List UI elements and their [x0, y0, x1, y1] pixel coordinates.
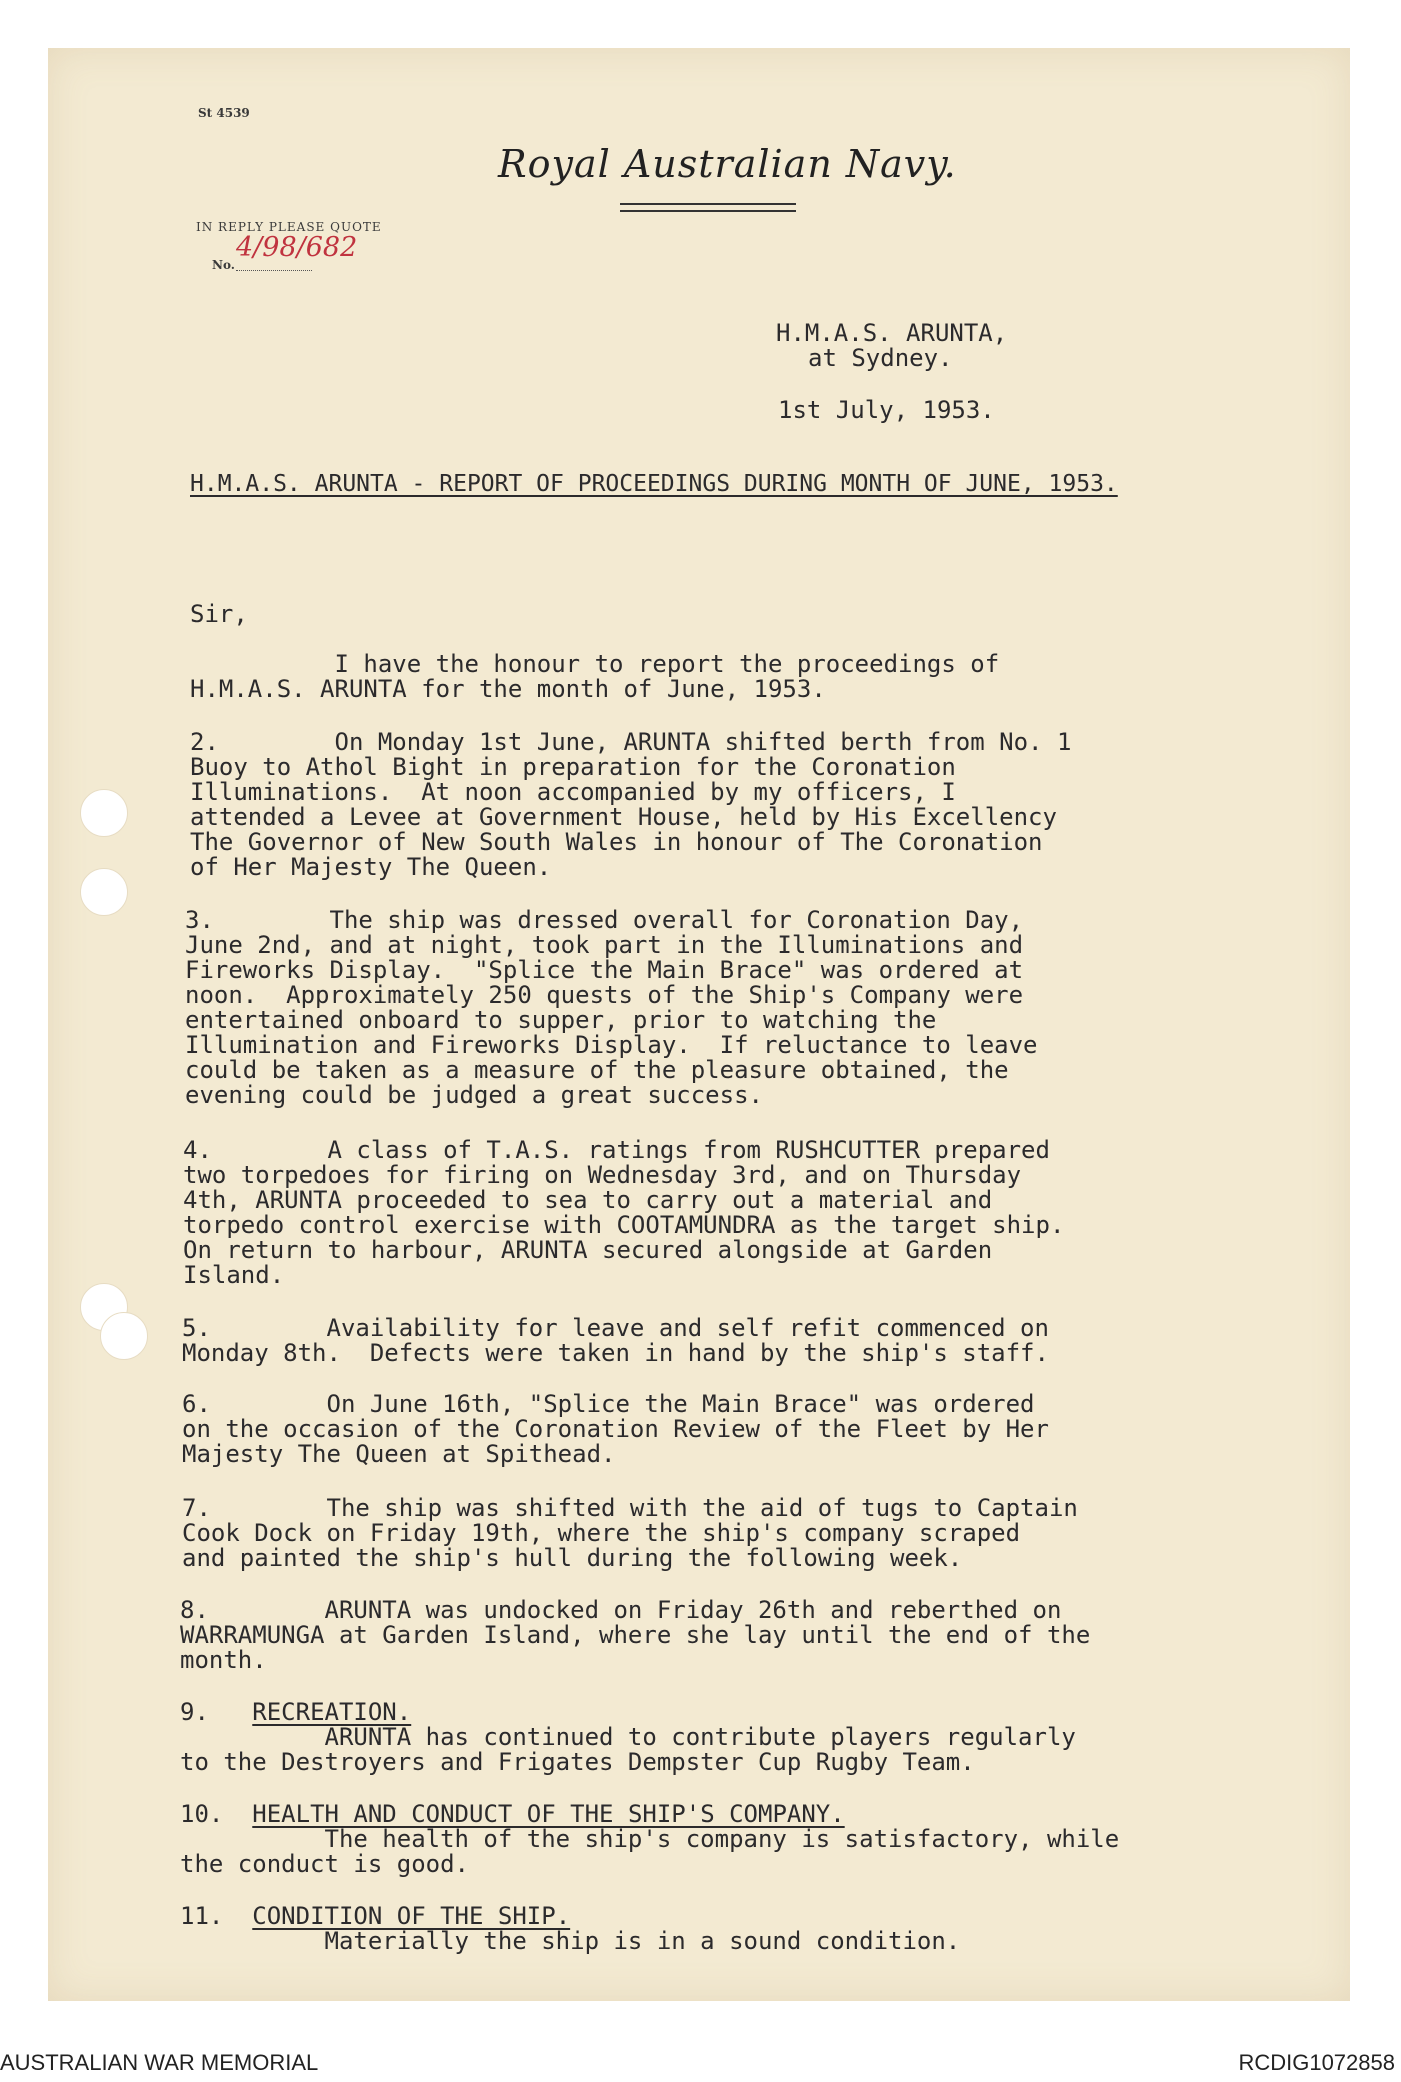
paragraph-line: 4. A class of T.A.S. ratings from RUSHCUTTER prepared [183, 1136, 1050, 1164]
ship-address-line-2: at Sydney. [808, 344, 953, 372]
paragraph-1 [190, 652, 999, 702]
subject-line: H.M.A.S. ARUNTA - REPORT OF PROCEEDINGS DURING MONTH OF JUNE, 1953. [190, 471, 1118, 497]
section-heading-row [180, 1700, 1076, 1725]
paragraph-8 [180, 1598, 1090, 1673]
letterhead-rule [620, 210, 796, 212]
paragraph-line: Materially the ship is in a sound condition. [180, 1927, 961, 1955]
salutation: Sir, [190, 600, 248, 628]
paragraph-line: to the Destroyers and Frigates Dempster Cup Rugby Team. [180, 1748, 975, 1776]
paragraph-line: On return to harbour, ARUNTA secured alongside at Garden [183, 1236, 993, 1264]
punch-hole [100, 1312, 148, 1360]
section-number: 10. [180, 1800, 224, 1828]
punch-hole [80, 868, 128, 916]
paragraph-line: 5. Availability for leave and self refit commenced on [182, 1314, 1049, 1342]
paragraph-line: H.M.A.S. ARUNTA for the month of June, 1953. [190, 675, 826, 703]
paragraph-line: I have the honour to report the proceedings of [190, 650, 1000, 678]
letterhead-rule [620, 203, 796, 205]
punch-hole [80, 789, 128, 837]
paragraph-line: Monday 8th. Defects were taken in hand by the ship's staff. [182, 1339, 1049, 1367]
ship-address-line-1: H.M.A.S. ARUNTA, [776, 319, 1008, 347]
paragraph-line: 8. ARUNTA was undocked on Friday 26th and reberthed on [180, 1596, 1062, 1624]
paragraph-line: 4th, ARUNTA proceeded to sea to carry out a material and [183, 1186, 993, 1214]
paragraph-line: 2. On Monday 1st June, ARUNTA shifted berth from No. 1 [190, 728, 1072, 756]
paragraph-line: Majesty The Queen at Spithead. [182, 1440, 616, 1468]
paragraph-line: two torpedoes for firing on Wednesday 3rd, and on Thursday [183, 1161, 1022, 1189]
paragraph-line: The Governor of New South Wales in honour of The Coronation [190, 828, 1043, 856]
paragraph-7 [182, 1496, 1078, 1571]
paragraph-line: attended a Levee at Government House, held by His Excellency [190, 803, 1057, 831]
letterhead-title: Royal Australian Navy. [498, 142, 957, 186]
footer-source: AUSTRALIAN WAR MEMORIAL [0, 2050, 319, 2075]
paragraph-4 [183, 1138, 1064, 1288]
paragraph-2 [190, 730, 1071, 880]
paragraph-line: Fireworks Display. "Splice the Main Brace" was ordered at [185, 956, 1024, 984]
paragraph-line: Illuminations. At noon accompanied by my officers, I [190, 778, 956, 806]
paragraph-line: of Her Majesty The Queen. [190, 853, 552, 881]
number-label: No. [212, 258, 235, 272]
reference-number: 4/98/682 [236, 232, 358, 263]
paragraph-line: evening could be judged a great success. [185, 1081, 763, 1109]
letter-date: 1st July, 1953. [778, 396, 995, 424]
paragraph-line: 6. On June 16th, "Splice the Main Brace" was ordered [182, 1390, 1035, 1418]
footer-record-id: RCDIG1072858 [1238, 2050, 1395, 2075]
section-condition-of-ship [180, 1904, 960, 1954]
paragraph-line: on the occasion of the Coronation Review of the Fleet by Her [182, 1415, 1049, 1443]
paragraph-line: month. [180, 1646, 267, 1674]
paragraph-3 [185, 908, 1038, 1108]
paragraph-6 [182, 1392, 1049, 1467]
paragraph-line: WARRAMUNGA at Garden Island, where she lay until the end of the [180, 1621, 1091, 1649]
paragraph-line: 7. The ship was shifted with the aid of tugs to Captain [182, 1494, 1078, 1522]
paragraph-line: Island. [183, 1261, 285, 1289]
paragraph-line: Illumination and Fireworks Display. If reluctance to leave [185, 1031, 1038, 1059]
section-heading: RECREATION. [252, 1698, 412, 1726]
paragraph-line: June 2nd, and at night, took part in the Illuminations and [185, 931, 1024, 959]
paragraph-line: The health of the ship's company is satisfactory, while [180, 1825, 1120, 1853]
section-number: 11. [180, 1902, 224, 1930]
paragraph-line: Buoy to Athol Bight in preparation for the Coronation [190, 753, 956, 781]
paragraph-5 [182, 1316, 1049, 1366]
paragraph-line: could be taken as a measure of the pleasure obtained, the [185, 1056, 1009, 1084]
paragraph-line: torpedo control exercise with COOTAMUNDRA as the target ship. [183, 1211, 1065, 1239]
section-heading-row [180, 1904, 960, 1929]
section-heading: HEALTH AND CONDUCT OF THE SHIP'S COMPANY. [252, 1800, 845, 1828]
number-line [236, 270, 312, 271]
section-number: 9. [180, 1698, 209, 1726]
section-recreation [180, 1700, 1076, 1775]
section-heading-row [180, 1802, 1119, 1827]
paragraph-line: entertained onboard to supper, prior to watching the [185, 1006, 937, 1034]
section-health-and-conduct [180, 1802, 1119, 1877]
paragraph-line: and painted the ship's hull during the following week. [182, 1544, 963, 1572]
form-number: St 4539 [198, 106, 250, 120]
paragraph-line: the conduct is good. [180, 1850, 469, 1878]
paragraph-line: ARUNTA has continued to contribute players regularly [180, 1723, 1076, 1751]
paragraph-line: Cook Dock on Friday 19th, where the ship's company scraped [182, 1519, 1021, 1547]
paragraph-line: noon. Approximately 250 quests of the Ship's Company were [185, 981, 1024, 1009]
paragraph-line: 3. The ship was dressed overall for Coronation Day, [185, 906, 1024, 934]
section-heading: CONDITION OF THE SHIP. [252, 1902, 571, 1930]
reply-quote-label: IN REPLY PLEASE QUOTE [196, 220, 382, 234]
